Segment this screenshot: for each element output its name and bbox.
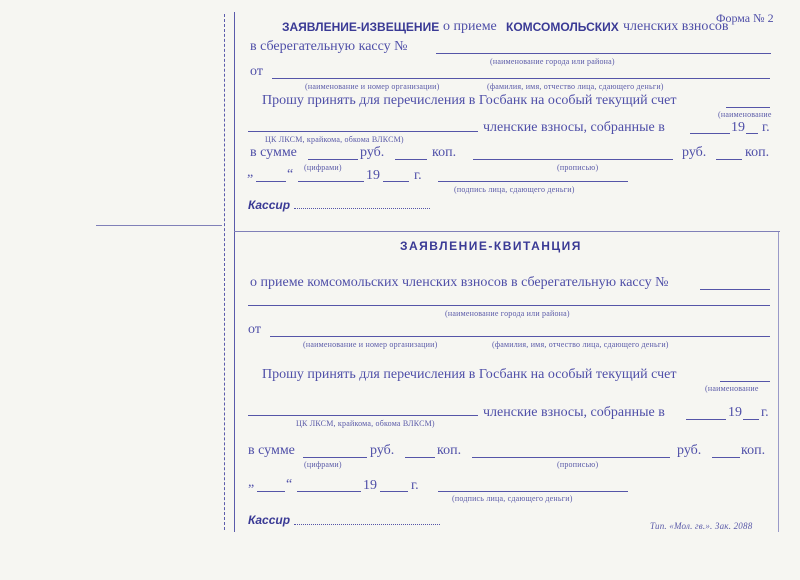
date-open-quote: „ bbox=[247, 165, 254, 180]
receipt-bank-label: о приеме комсомольских членских взносов в сберегательную кассу № bbox=[250, 275, 669, 290]
sum-words-line[interactable] bbox=[473, 159, 673, 160]
kop-label-2: коп. bbox=[745, 145, 770, 160]
receipt-sum-kop-line-2[interactable] bbox=[712, 457, 740, 458]
receipt-year-g: г. bbox=[761, 405, 769, 420]
receipt-date-year-line[interactable] bbox=[380, 491, 408, 492]
receipt-date-year-19: 19 bbox=[363, 478, 377, 493]
right-border-line bbox=[778, 232, 779, 532]
receipt-naim-caption: (наименование bbox=[705, 384, 759, 393]
date-g: г. bbox=[414, 168, 422, 183]
sum-label: в сумме bbox=[250, 145, 297, 160]
date-year-19: 19 bbox=[366, 168, 380, 183]
receipt-from-line[interactable] bbox=[270, 336, 770, 337]
receipt-org-caption: (наименование и номер организации) bbox=[303, 340, 438, 349]
receipt-sum-kop-line[interactable] bbox=[405, 457, 435, 458]
receipt-ck-caption: ЦК ЛКСМ, крайкома, обкома ВЛКСМ) bbox=[296, 419, 435, 428]
savings-bank-label: в сберегательную кассу № bbox=[250, 39, 408, 54]
receipt-kop-label: коп. bbox=[437, 443, 462, 458]
request-text: Прошу принять для перечисления в Госбанк на особый текущий счет bbox=[262, 93, 677, 108]
receipt-signature-line[interactable] bbox=[438, 491, 628, 492]
signature-line[interactable] bbox=[438, 181, 628, 182]
left-margin-mark bbox=[96, 225, 222, 226]
ck-line[interactable] bbox=[248, 131, 478, 132]
receipt-digits-caption: (цифрами) bbox=[304, 460, 342, 469]
sum-rub-line[interactable] bbox=[308, 159, 358, 160]
cashier-label: Кассир bbox=[248, 198, 291, 212]
receipt-kop-label-2: коп. bbox=[741, 443, 766, 458]
receipt-date-g: г. bbox=[411, 478, 419, 493]
tear-off-line bbox=[224, 14, 225, 530]
receipt-sum-rub-line[interactable] bbox=[303, 457, 367, 458]
receipt-signature-caption: (подпись лица, сдающего деньги) bbox=[452, 494, 573, 503]
receipt-from-label: от bbox=[248, 322, 261, 337]
rub-label-2: руб. bbox=[682, 145, 707, 160]
collected-label: членские взносы, собранные в bbox=[483, 120, 665, 135]
receipt-account-line[interactable] bbox=[720, 381, 770, 382]
receipt-date-close-quote: “ bbox=[286, 477, 293, 492]
cashier-line[interactable] bbox=[294, 208, 430, 209]
date-month-line[interactable] bbox=[298, 181, 364, 182]
receipt-cashier-label: Кассир bbox=[248, 513, 291, 527]
naim-caption: (наименование bbox=[718, 110, 772, 119]
section-divider bbox=[234, 231, 780, 232]
sum-kop-line-2[interactable] bbox=[716, 159, 742, 160]
receipt-collected-year-line[interactable] bbox=[743, 419, 759, 420]
year-19: 19 bbox=[731, 120, 745, 135]
org-caption: (наименование и номер организации) bbox=[305, 82, 440, 91]
receipt-request-text: Прошу принять для перечисления в Госбанк на особый текущий счет bbox=[262, 367, 677, 382]
kop-label: коп. bbox=[432, 145, 457, 160]
collected-year-line[interactable] bbox=[746, 133, 758, 134]
notice-title-pre: о приеме bbox=[443, 19, 497, 34]
date-close-quote: “ bbox=[287, 167, 294, 182]
receipt-words-caption: (прописью) bbox=[557, 460, 599, 469]
year-g: г. bbox=[762, 120, 770, 135]
receipt-bank-caption: (наименование города или района) bbox=[445, 309, 570, 318]
receipt-rub-label-2: руб. bbox=[677, 443, 702, 458]
receipt-title: ЗАЯВЛЕНИЕ-КВИТАНЦИЯ bbox=[400, 239, 582, 253]
receipt-date-month-line[interactable] bbox=[297, 491, 361, 492]
collected-month-line[interactable] bbox=[690, 133, 730, 134]
receipt-date-day-line[interactable] bbox=[257, 491, 285, 492]
receipt-collected-label: членские взносы, собранные в bbox=[483, 405, 665, 420]
notice-title-org: КОМСОМОЛЬСКИХ bbox=[506, 20, 619, 34]
account-line[interactable] bbox=[726, 107, 770, 108]
receipt-date-open-quote: „ bbox=[248, 475, 255, 490]
words-caption: (прописью) bbox=[557, 163, 599, 172]
notice-title: ЗАЯВЛЕНИЕ-ИЗВЕЩЕНИЕ bbox=[282, 20, 440, 34]
digits-caption: (цифрами) bbox=[304, 163, 342, 172]
receipt-ck-line[interactable] bbox=[248, 415, 478, 416]
notice-title-post: членских взносов bbox=[623, 19, 729, 34]
printer-imprint: Тип. «Мол. гв.». Зак. 2088 bbox=[650, 521, 753, 531]
receipt-sum-label: в сумме bbox=[248, 443, 295, 458]
receipt-fio-caption: (фамилия, имя, отчество лица, сдающего деньги) bbox=[492, 340, 669, 349]
sum-kop-line[interactable] bbox=[395, 159, 427, 160]
left-border-line bbox=[234, 12, 235, 532]
savings-bank-caption: (наименование города или района) bbox=[490, 57, 615, 66]
signature-caption: (подпись лица, сдающего деньги) bbox=[454, 185, 575, 194]
savings-bank-line[interactable] bbox=[436, 53, 771, 54]
receipt-collected-month-line[interactable] bbox=[686, 419, 726, 420]
receipt-bank-no-line[interactable] bbox=[700, 289, 770, 290]
receipt-rub-label: руб. bbox=[370, 443, 395, 458]
receipt-sum-words-line[interactable] bbox=[472, 457, 670, 458]
rub-label: руб. bbox=[360, 145, 385, 160]
from-line[interactable] bbox=[272, 78, 770, 79]
receipt-bank-line[interactable] bbox=[248, 305, 770, 306]
date-year-line[interactable] bbox=[383, 181, 409, 182]
from-label: от bbox=[250, 64, 263, 79]
receipt-cashier-line[interactable] bbox=[294, 524, 440, 525]
form-number: Форма № 2 bbox=[716, 11, 774, 25]
receipt-year-19: 19 bbox=[728, 405, 742, 420]
date-day-line[interactable] bbox=[256, 181, 286, 182]
fio-caption: (фамилия, имя, отчество лица, сдающего деньги) bbox=[487, 82, 664, 91]
ck-caption: ЦК ЛКСМ, крайкома, обкома ВЛКСМ) bbox=[265, 135, 404, 144]
